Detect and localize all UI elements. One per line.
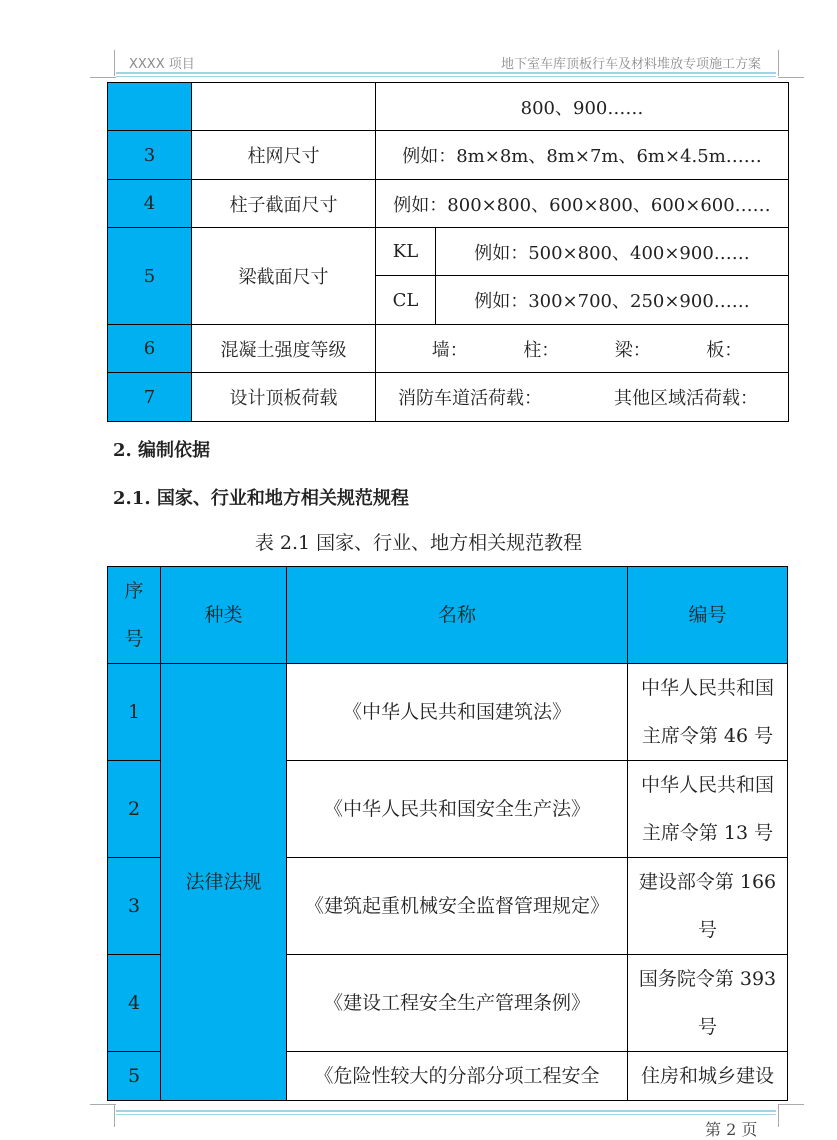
footer-crop-mark-right bbox=[778, 1104, 779, 1127]
design-load-cell bbox=[376, 373, 789, 422]
row-number-cell: 6 bbox=[108, 325, 192, 373]
regulation-name-cell: 《中华人民共和国安全生产法》 bbox=[287, 761, 628, 858]
header-rule-thin bbox=[116, 76, 776, 77]
row-number-cell: 7 bbox=[108, 373, 192, 422]
concrete-grade-cell bbox=[376, 325, 789, 373]
crop-mark-bottom-right bbox=[778, 1104, 804, 1105]
table-row bbox=[108, 664, 788, 761]
header-crop-mark-right bbox=[778, 50, 779, 76]
header-code: 编号 bbox=[628, 567, 788, 664]
row-label-cell: 柱网尺寸 bbox=[192, 131, 376, 180]
row-number-cell: 5 bbox=[108, 228, 192, 325]
regulation-name-cell: 《建设工程安全生产管理条例》 bbox=[287, 955, 628, 1052]
row-number-cell: 1 bbox=[108, 664, 161, 761]
regulation-code-cell: 建设部令第 166 号 bbox=[628, 858, 788, 955]
section-heading-2-1: 2.1. 国家、行业和地方相关规范规程 bbox=[113, 488, 409, 509]
header-name: 名称 bbox=[287, 567, 628, 664]
footer-crop-mark-left bbox=[114, 1104, 115, 1127]
table-header-row bbox=[108, 567, 788, 664]
regulation-name-cell: 《建筑起重机械安全监督管理规定》 bbox=[287, 858, 628, 955]
row-label-cell: 梁截面尺寸 bbox=[192, 228, 376, 325]
regulation-code-cell: 中华人民共和国 主席令第 13 号 bbox=[628, 761, 788, 858]
table-caption: 表 2.1 国家、行业、地方相关规范教程 bbox=[254, 532, 583, 554]
regulation-name-cell: 《危险性较大的分部分项工程安全 bbox=[287, 1052, 628, 1101]
header-category: 种类 bbox=[161, 567, 287, 664]
project-parameters-table bbox=[107, 82, 789, 422]
beam-kl-label: KL bbox=[376, 228, 436, 276]
table-row bbox=[108, 131, 789, 180]
header-document-title: 地下室车库顶板行车及材料堆放专项施工方案 bbox=[500, 57, 761, 72]
fire-lane-load-label: 消防车道活荷载： bbox=[398, 388, 542, 409]
column-grade-label: 柱： bbox=[523, 339, 560, 361]
row-label-cell bbox=[192, 83, 376, 131]
header-serial-number: 序 号 bbox=[108, 567, 161, 664]
regulations-table bbox=[107, 566, 788, 1101]
wall-grade-label: 墙： bbox=[431, 339, 468, 361]
regulation-name-cell: 《中华人民共和国建筑法》 bbox=[287, 664, 628, 761]
row-label-cell: 柱子截面尺寸 bbox=[192, 180, 376, 228]
beam-grade-label: 梁： bbox=[614, 339, 651, 361]
row-label-cell: 混凝土强度等级 bbox=[192, 325, 376, 373]
regulation-code-cell: 国务院令第 393 号 bbox=[628, 955, 788, 1052]
header-crop-mark-left bbox=[114, 50, 115, 76]
footer-rule bbox=[116, 1110, 776, 1112]
beam-cl-value: 例如：300×700、250×900…… bbox=[436, 276, 789, 325]
table-row bbox=[108, 228, 789, 276]
header-project-name: XXXX 项目 bbox=[129, 57, 195, 72]
footer-rule-thin bbox=[116, 1114, 776, 1115]
row-value-cell: 800、900…… bbox=[376, 83, 789, 131]
row-number-cell: 3 bbox=[108, 131, 192, 180]
row-label-cell: 设计顶板荷载 bbox=[192, 373, 376, 422]
header-rule bbox=[116, 72, 776, 74]
regulation-code-cell: 住房和城乡建设 bbox=[628, 1052, 788, 1101]
category-cell: 法律法规 bbox=[161, 664, 287, 1101]
regulation-code-cell: 中华人民共和国 主席令第 46 号 bbox=[628, 664, 788, 761]
page-header bbox=[115, 46, 777, 74]
table-row bbox=[108, 180, 789, 228]
row-number-cell: 5 bbox=[108, 1052, 161, 1101]
beam-cl-label: CL bbox=[376, 276, 436, 325]
crop-mark-top-right bbox=[778, 77, 804, 78]
other-area-load-label: 其他区域活荷载： bbox=[614, 388, 758, 409]
section-heading-2: 2. 编制依据 bbox=[113, 440, 211, 461]
table-row bbox=[108, 83, 789, 131]
page-number: 第 2 页 bbox=[705, 1120, 758, 1139]
row-value-cell: 例如：800×800、600×800、600×600…… bbox=[376, 180, 789, 228]
slab-grade-label: 板： bbox=[706, 339, 743, 361]
beam-kl-value: 例如：500×800、400×900…… bbox=[436, 228, 789, 276]
crop-mark-bottom-left bbox=[90, 1104, 116, 1105]
row-value-cell: 例如：8m×8m、8m×7m、6m×4.5m…… bbox=[376, 131, 789, 180]
row-number-cell: 4 bbox=[108, 955, 161, 1052]
row-number-cell: 2 bbox=[108, 761, 161, 858]
table-row bbox=[108, 325, 789, 373]
crop-mark-top-left bbox=[90, 77, 116, 78]
row-number-cell bbox=[108, 83, 192, 131]
row-number-cell: 4 bbox=[108, 180, 192, 228]
row-number-cell: 3 bbox=[108, 858, 161, 955]
table-row bbox=[108, 373, 789, 422]
